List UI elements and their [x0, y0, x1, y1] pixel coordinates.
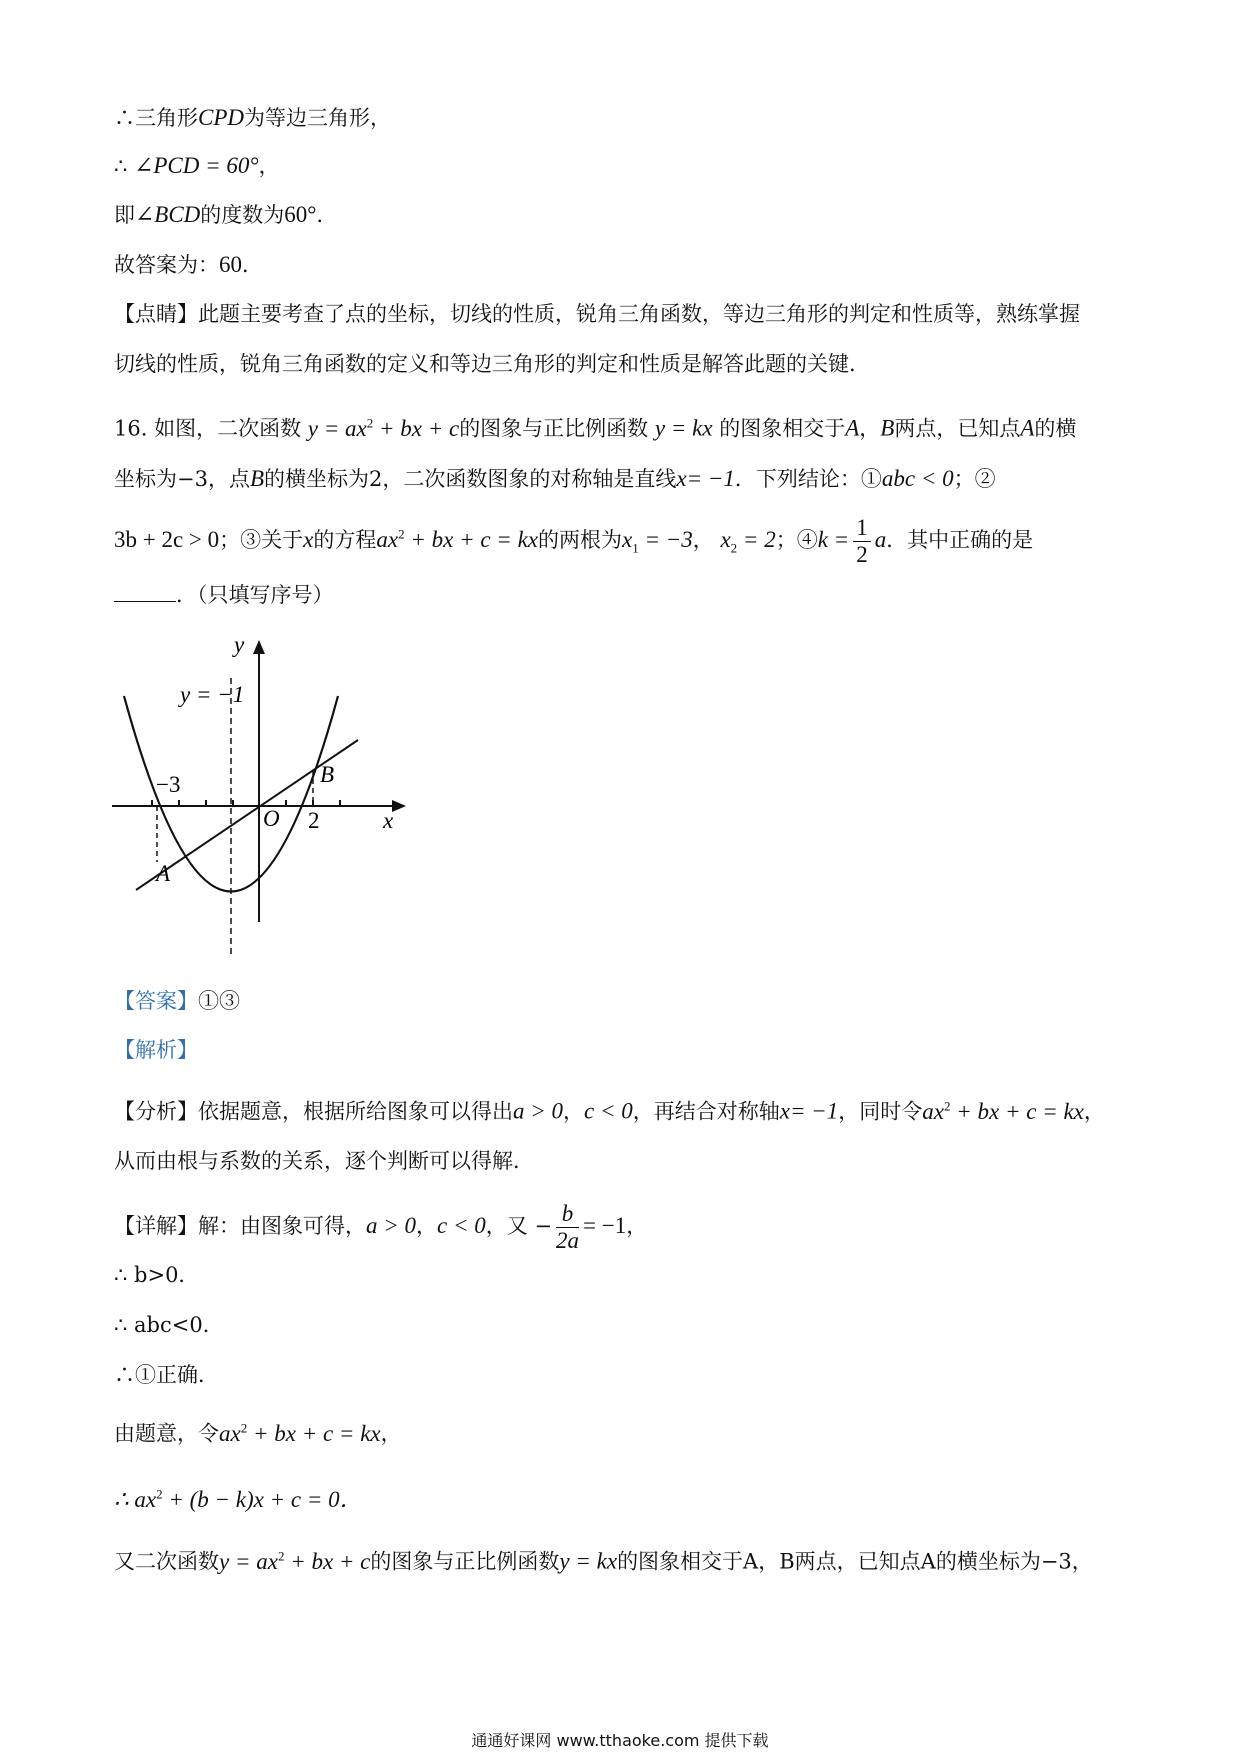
math: $y = ax^2$ + bx + c — [307, 415, 460, 441]
text: ， — [258, 154, 280, 178]
math: a > 0 — [513, 1098, 564, 1124]
point-A-label: A — [156, 861, 171, 886]
step-line — [114, 1413, 402, 1449]
text: ；④ — [775, 528, 818, 552]
step-line — [114, 1541, 1093, 1577]
function-graph — [108, 630, 418, 962]
text: 此题主要考查了点的坐标，切线的性质，锐角三角函数，等边三角形的判定和性质等，熟练掌握 — [198, 302, 1080, 326]
text: 切线的性质，锐角三角函数的定义和等边三角形的判定和性质是解答此题的关键． — [114, 352, 870, 376]
text: 的方程 — [313, 528, 377, 552]
text: 即 — [114, 203, 135, 227]
text: 解：由图象可得， — [198, 1214, 366, 1238]
math: abc < 0 — [881, 466, 954, 491]
point-B-label: B — [320, 762, 335, 787]
text: 的横 — [1034, 416, 1077, 441]
tick-label-minus-3: −3 — [156, 772, 181, 797]
math: $y = ax^2$ + bx + c — [219, 1548, 371, 1574]
analysis-tag: 【解析】 — [114, 1038, 198, 1062]
math: A — [845, 415, 860, 441]
text: ．其中正确的是 — [886, 528, 1034, 552]
x-axis-arrow — [392, 800, 406, 812]
math: y = kx — [654, 415, 713, 441]
text: 的横坐标为2，二次函数图象的对称轴是直线 — [264, 467, 677, 491]
text: 的图象与正比例函数 — [370, 1549, 560, 1574]
step-line: ∴①正确． — [114, 1363, 219, 1387]
text: ． — [316, 203, 338, 227]
text: 又二次函数 — [114, 1549, 219, 1574]
math: ∠PCD = 60° — [134, 153, 259, 178]
numerator: 1 — [853, 515, 871, 542]
text: ；③关于 — [219, 528, 304, 552]
math: = −1 — [583, 1213, 627, 1238]
x-axis-label: x — [383, 808, 394, 833]
origin-label: O — [263, 806, 280, 831]
math: $ax^2$ + bx + c = kx — [922, 1098, 1084, 1124]
math: B — [880, 415, 895, 441]
fraction — [556, 1201, 579, 1254]
answer-line — [114, 986, 240, 1016]
text: 的图象相交于 — [719, 416, 846, 441]
step-line — [114, 1479, 363, 1515]
question-line — [114, 408, 1076, 444]
math: CPD — [198, 105, 244, 130]
math: A — [1020, 415, 1035, 441]
text-line — [114, 250, 263, 280]
math: a — [874, 527, 887, 552]
text: ∴ — [114, 154, 128, 178]
math: $x_2 = 2$ — [720, 527, 776, 556]
text: 的图象相交于A，B两点，已知点A的横坐标为−3， — [617, 1549, 1093, 1574]
text: ；② — [953, 467, 996, 491]
math: y = kx — [559, 1548, 618, 1574]
text-line — [114, 200, 337, 230]
text: ．下列结论：① — [734, 467, 882, 491]
text: ，再结合对称轴 — [632, 1099, 780, 1124]
text: ，又 − — [485, 1214, 553, 1238]
math: ∴ $ax^2 + (b - k)x + c = 0$． — [114, 1486, 363, 1512]
fraction — [853, 515, 871, 568]
text: ， — [1083, 1099, 1105, 1124]
text: ， — [692, 528, 714, 552]
y-axis-label: y — [234, 632, 245, 657]
denominator: 2 — [856, 542, 868, 567]
section-tag: 【详解】 — [114, 1214, 198, 1238]
math: ∠BCD — [135, 202, 201, 227]
math: $x_1 = -3$ — [622, 527, 693, 556]
math: B — [249, 466, 265, 491]
question-number: 16. — [114, 416, 148, 441]
detail-line — [114, 1201, 647, 1254]
math: 3b + 2c > 0 — [114, 527, 220, 552]
text: ， — [626, 1214, 648, 1238]
step-line: ∴ abc<0． — [114, 1313, 224, 1337]
question-line — [114, 464, 996, 494]
text: 如图，二次函数 — [154, 416, 302, 441]
analysis-line — [114, 1091, 1105, 1127]
math: 60° — [284, 202, 317, 227]
question-line — [114, 580, 334, 610]
text: 的度数为 — [200, 203, 285, 227]
text: ， — [416, 1214, 438, 1238]
text-line — [114, 299, 1080, 329]
math: $ax^2$ + bx + c = kx — [219, 1420, 381, 1446]
text: ， — [859, 416, 881, 441]
math: 60 — [219, 252, 242, 277]
text: ． — [242, 253, 263, 277]
answer-value: ①③ — [198, 989, 240, 1013]
text: ， — [380, 1421, 402, 1446]
symmetry-axis-label: y = −1 — [180, 682, 245, 707]
question-line — [114, 515, 1033, 568]
math: x= −1 — [676, 466, 735, 491]
step-line: ∴ b>0． — [114, 1263, 200, 1287]
text: 为等边三角形， — [244, 106, 391, 130]
math: c < 0 — [584, 1098, 633, 1124]
text: 由题意，令 — [114, 1421, 219, 1446]
numerator: b — [556, 1201, 579, 1228]
math: x= −1 — [779, 1098, 839, 1124]
tick-label-2: 2 — [308, 808, 320, 833]
section-tag: 【点睛】 — [114, 302, 198, 326]
answer-tag: 【答案】 — [114, 989, 198, 1013]
math: $ax^2$ + bx + c = kx — [376, 526, 538, 552]
text: 依据题意，根据所给图象可以得出 — [198, 1099, 513, 1124]
text: 的图象与正比例函数 — [459, 416, 649, 441]
footer: 通通好课网 www.tthaoke.com 提供下载 — [471, 1731, 769, 1750]
analysis-line: 从而由根与系数的关系，逐个判断可以得解． — [114, 1149, 534, 1173]
y-axis-arrow — [253, 640, 265, 654]
answer-blank — [114, 581, 176, 602]
text: 故答案为： — [114, 253, 219, 277]
text: 坐标为−3，点 — [114, 467, 250, 491]
math: a > 0 — [366, 1213, 417, 1238]
text: 两点，已知点 — [894, 416, 1021, 441]
text: ，同时令 — [838, 1099, 923, 1124]
text: ∴三角形 — [114, 106, 198, 130]
text: ， — [563, 1099, 585, 1124]
section-tag: 【分析】 — [114, 1099, 198, 1124]
math: k = — [817, 527, 850, 552]
text: 的两根为 — [538, 528, 622, 552]
math: x — [303, 527, 314, 552]
denominator: 2a — [556, 1228, 580, 1253]
text-line — [114, 349, 870, 379]
math: c < 0 — [437, 1213, 486, 1238]
text: ．（只填写序号） — [176, 583, 334, 607]
text-line — [114, 151, 280, 181]
text-line — [114, 103, 391, 133]
